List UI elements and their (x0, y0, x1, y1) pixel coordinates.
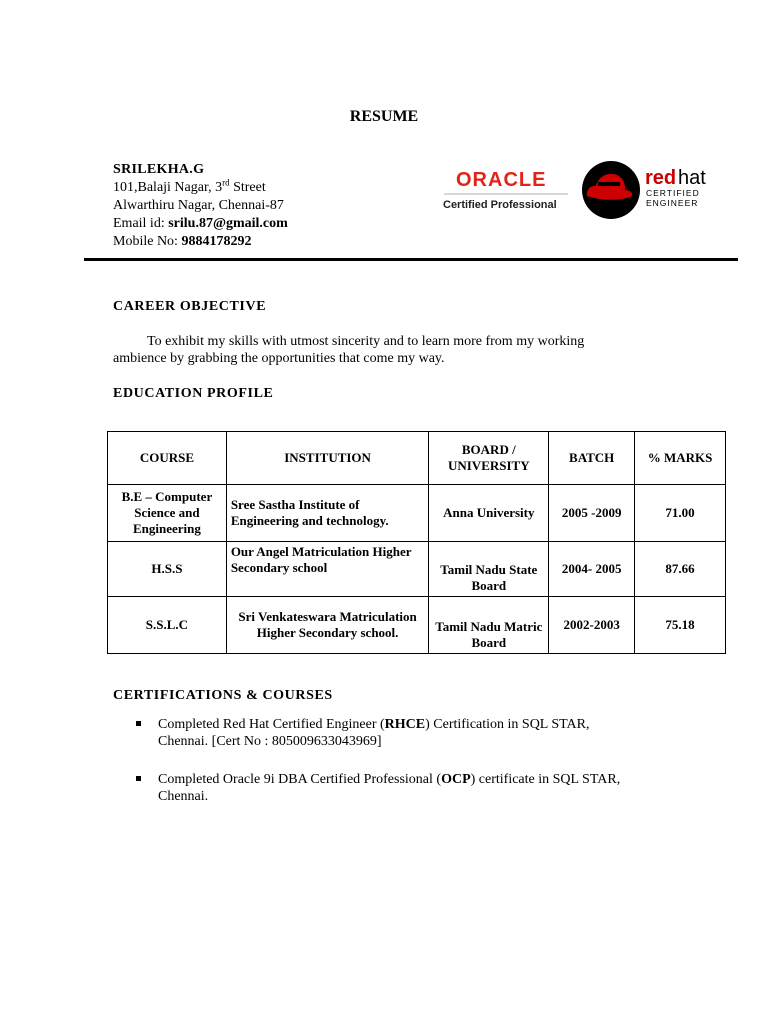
redhat-engineer: ENGINEER (646, 198, 699, 208)
certifications-list (113, 716, 633, 826)
course-cell: H.S.S (108, 542, 227, 597)
mobile-number: 9884178292 (181, 234, 252, 249)
institution-cell: Our Angel Matriculation Higher Secondary school (226, 542, 429, 597)
education-table (107, 431, 726, 654)
bullet-icon (136, 721, 141, 726)
institution-cell: Sree Sastha Institute of Engineering and technology. (226, 485, 429, 542)
career-objective-text: To exhibit my skills with utmost sincerity and to learn more from my working ambience by grabbing the opportunities that come my way. (113, 334, 585, 366)
email-address[interactable]: srilu.87@gmail.com (168, 216, 288, 231)
batch-cell: 2004- 2005 (549, 542, 635, 597)
education-heading: EDUCATION PROFILE (113, 386, 274, 401)
oracle-wordmark: ORACLE (456, 169, 547, 191)
board-cell: Anna University (429, 485, 549, 542)
list-item: Completed Red Hat Certified Engineer (RHCE) Certification in SQL STAR, Chennai. [Cert No : 805009633043969] (113, 716, 633, 750)
redhat-word-red: red (645, 167, 677, 189)
batch-cell: 2005 -2009 (549, 485, 635, 542)
address-line-1: 101,Balaji Nagar, 3rd Street (113, 177, 266, 195)
table-header-row (108, 432, 726, 485)
email-line: Email id: srilu.87@gmail.com (113, 216, 288, 231)
redhat-word-hat: hat (678, 167, 706, 189)
course-cell: S.S.L.C (108, 597, 227, 654)
marks-cell: 71.00 (635, 485, 726, 542)
oracle-subtitle: Certified Professional (443, 199, 557, 211)
table-row (108, 597, 726, 654)
candidate-name: SRILEKHA.G (113, 162, 205, 177)
contact-block (113, 161, 288, 251)
address-line-2: Alwarthiru Nagar, Chennai-87 (113, 198, 284, 213)
institution-cell: Sri Venkateswara Matriculation Higher Secondary school. (226, 597, 429, 654)
header-divider (84, 258, 738, 261)
oracle-certified-logo (440, 163, 570, 213)
header-institution: INSTITUTION (226, 432, 429, 485)
table-row (108, 485, 726, 542)
list-item: Completed Oracle 9i DBA Certified Professional (OCP) certificate in SQL STAR, Chennai. (113, 771, 633, 805)
batch-cell: 2002-2003 (549, 597, 635, 654)
bullet-icon (136, 776, 141, 781)
table-row (108, 542, 726, 597)
redhat-certified-engineer-logo (578, 160, 713, 220)
redhat-certified: CERTIFIED (646, 188, 700, 198)
header-batch: BATCH (549, 432, 635, 485)
mobile-line: Mobile No: 9884178292 (113, 234, 252, 249)
header-marks: % MARKS (635, 432, 726, 485)
marks-cell: 87.66 (635, 542, 726, 597)
header-board: BOARD / UNIVERSITY (429, 432, 549, 485)
board-cell: Tamil Nadu State Board (429, 542, 549, 597)
certifications-heading: CERTIFICATIONS & COURSES (113, 688, 333, 703)
marks-cell: 75.18 (635, 597, 726, 654)
board-cell: Tamil Nadu Matric Board (429, 597, 549, 654)
career-objective-heading: CAREER OBJECTIVE (113, 299, 267, 314)
page-title: RESUME (349, 108, 419, 125)
course-cell: B.E – Computer Science and Engineering (108, 485, 227, 542)
header-course: COURSE (108, 432, 227, 485)
